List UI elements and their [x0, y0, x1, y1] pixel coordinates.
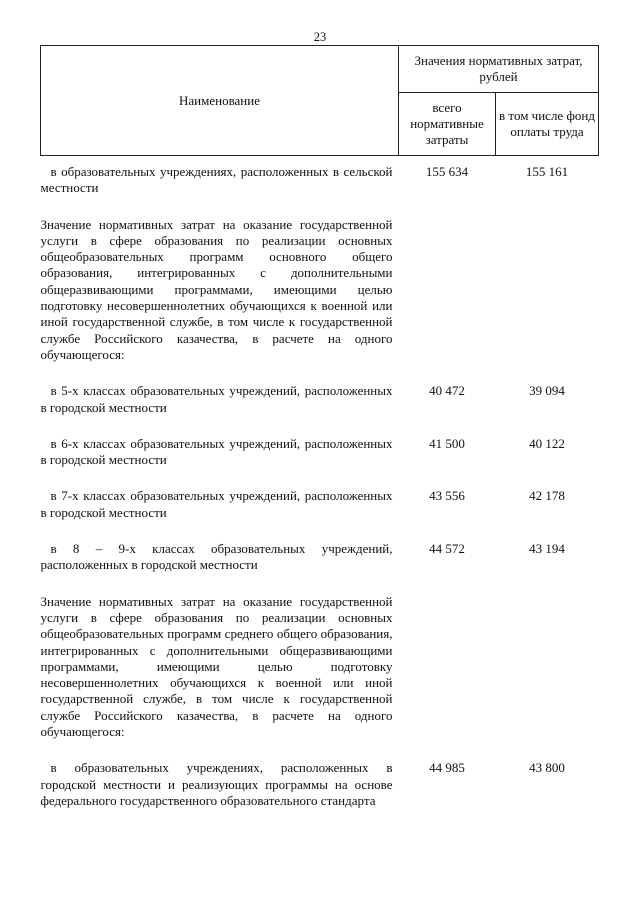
values-group-header: Значения нормативных затрат, рублей	[399, 46, 599, 93]
table-row	[41, 740, 599, 809]
section-heading: Значение нормативных затрат на оказание государственной услуги в сфере образования по реализации основных общеобразовательных программ среднего общего образования, интегрированных с дополнительными общеразвивающими программами, имеющими целью подготовку несовершеннолетних обучающихся к военной или иной государственной службе, в том числе к государственной службе Российского казачества, в расчете на одного обучающегося:	[40, 593, 393, 740]
row-name: в образовательных учреждениях, расположенных в городской местности и реализующих программы на основе федерального государственного образовательного стандарта	[40, 760, 393, 808]
row-wage-value: 43 800	[529, 760, 565, 776]
row-name: в 6-х классах образовательных учреждений, расположенных в городской местности	[40, 435, 393, 468]
name-column-header: Наименование	[41, 46, 399, 156]
row-wage-value: 40 122	[529, 435, 565, 451]
table-row	[41, 521, 599, 574]
row-wage-value: 39 094	[529, 383, 565, 399]
row-wage-value: 155 161	[525, 164, 569, 179]
table-row	[41, 363, 599, 416]
row-name: в 8 – 9-х классах образовательных учреждений, расположенных в городской местности	[40, 541, 393, 573]
row-total-value	[399, 197, 496, 364]
row-wage-value: 43 194	[529, 541, 565, 557]
table-row	[41, 416, 599, 469]
row-wage-value: 42 178	[529, 488, 565, 504]
section-heading: Значение нормативных затрат на оказание государственной услуги в сфере образования по реализации основных общеобразовательных программ основного общего образования, интегрированных с дополнительными общеразвивающими программами, имеющими целью подготовку несовершеннолетних обучающихся к военной или иной государственной службе, в том числе к государственной службе Российского казачества, в расчете на одного обучающегося:	[40, 216, 393, 362]
section-heading-row	[41, 574, 599, 741]
row-total-value: 44 985	[429, 760, 465, 776]
row-name: в 7-х классах образовательных учреждений, расположенных в городской местности	[40, 488, 393, 520]
row-total-value: 44 572	[429, 541, 465, 557]
section-heading-row	[41, 197, 599, 364]
row-total-value: 40 472	[429, 383, 465, 399]
row-name: в образовательных учреждениях, расположенных в сельской местности	[40, 164, 393, 196]
wage-fund-column-header: в том числе фонд оплаты труда	[496, 93, 599, 156]
row-total-value: 43 556	[429, 488, 465, 504]
total-costs-column-header: всего нормативные затраты	[399, 93, 496, 156]
row-total-value: 155 634	[425, 164, 469, 179]
table-header	[41, 46, 599, 156]
table-body	[41, 156, 599, 810]
page-number: 23	[313, 30, 327, 44]
row-wage-value	[496, 574, 599, 741]
normative-costs-table	[40, 45, 599, 809]
row-total-value	[399, 574, 496, 741]
row-name: в 5-х классах образовательных учреждений, расположенных в городской местности	[40, 383, 393, 415]
table-row	[41, 156, 599, 197]
row-wage-value	[496, 197, 599, 364]
table-row	[41, 468, 599, 521]
row-total-value: 41 500	[429, 435, 465, 451]
